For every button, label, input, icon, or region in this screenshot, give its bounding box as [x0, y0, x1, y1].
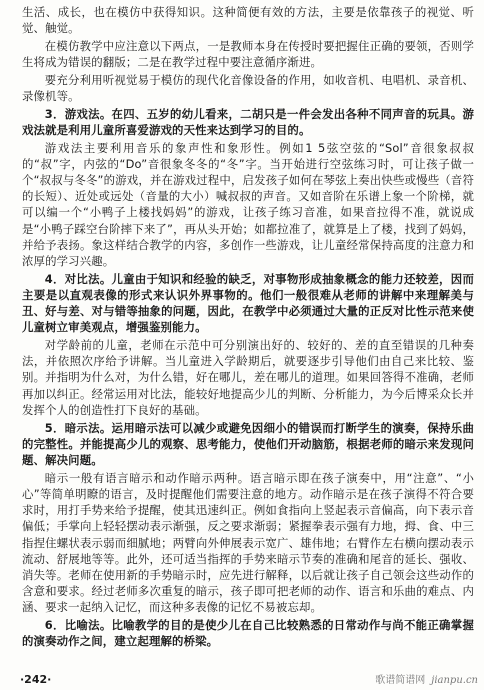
site-watermark — [375, 671, 478, 686]
paragraph: 暗示一般有语言暗示和动作暗示两种。语言暗示即在孩子演奏中，用“注意”、“小心”等简单明瞭的语言，及时提醒他们需要注意的地方。动作暗示是在孩子演得不符合要求时，用打手势来给予提醒，使其迅速纠正。例如食指向上竖起表示音偏高，向下表示音偏低；手掌向上轻轻摆动表示渐强，反之要求渐弱；紧握拳表示强有力地，拇、食、中三指捏住螺状表示弱而细腻地；两臂向外伸展表示宽广、雄伟地；右臂作左右横向摆动表示流动、舒展地等等。此外，还可适当指挥的手势来暗示节奏的准确和尾音的延长、强收、消失等。老师在使用新的手势暗示时，应先进行解释，以后就让孩子自己领会这些动作的含意和要求。经过老师多次重复的暗示，孩子即可把老师的动作、语言和乐曲的难点、内涵、要求一起纳入记忆，而这种多表像的记忆不易被忘却。 — [22, 470, 474, 615]
paragraph: 3．游戏法。在四、五岁的幼儿看来，二胡只是一件会发出各种不同声音的玩具。游戏法就是利用儿童所喜爱游戏的天性来达到学习的目的。 — [22, 106, 474, 137]
paragraph: 要充分利用听视觉易于模仿的现代化音像设备的作用，如收音机、电唱机、录音机、录像机等。 — [22, 72, 474, 104]
page-number: ·242· — [20, 673, 52, 686]
watermark-site-name: 歌谱简谱网 — [375, 675, 426, 686]
paragraph: 对学龄前的儿童，老师在示范中可分别演出好的、较好的、差的直至错误的几种奏法，并依照次序给予讲解。当儿童进入学龄期后，就要逐步引导他们由自己来比较、鉴别。并指明为什么对，为什么错，好在哪儿，差在哪儿的道理。如果回答得不准确，老师再加以纠正。经常运用对比法，能较好地提高少儿的判断、分析能力，为今后博采众长并发挥个人的创造性打下良好的基础。 — [22, 338, 474, 417]
paragraph: 5．暗示法。运用暗示法可以减少或避免因细小的错误而打断学生的演奏，保持乐曲的完整性。并能提高少儿的观察、思考能力，使他们开动脑筋，根据老师的暗示来发现问题、解决问题。 — [22, 420, 474, 467]
paragraph: 6．比喻法。比喻教学的目的是使少儿在自己比较熟悉的日常动作与尚不能正确掌握的演奏动作之间，建立起理解的桥梁。 — [22, 618, 474, 649]
paragraph: 游戏法主要利用音乐的象声性和象形性。例如1 5弦空弦的“Sol”音很象叔叔的“叔”字，内弦的“Do”音很象冬冬的“冬”字。当开始进行空弦练习时，可让孩子做一个“叔叔与冬冬”的游戏，并在游戏过程中，启发孩子如何在琴弦上奏出快些或慢些（音符的长短）、近处或远处（音量的大小）喊叔叔的声音。又如音阶在乐谱上象一个阶梯，就可以编一个“小鸭子上楼找妈妈”的游戏，让孩子练习音准，如果音拉得不准，就说成是“小鸭子踩空台阶摔下来了”，再从头开始；如都拉准了，就算是上了楼，找到了妈妈，并给予表扬。象这样结合教学的内容，多创作一些游戏，让儿童经常保持高度的注意力和浓厚的学习兴趣。 — [22, 140, 474, 269]
watermark-url: jianpu.cn — [431, 675, 478, 686]
paragraph: 生活、成长，也在模仿中获得知识。这种简便有效的方法，主要是依靠孩子的视觉、听觉、触觉。 — [22, 5, 474, 36]
body-text — [22, 4, 474, 649]
paragraph: 4．对比法。儿童由于知识和经验的缺乏，对事物形成抽象概念的能力还较差，因而主要是以直观表像的形式来认识外界事物的。他们一般很难从老师的讲解中来理解美与丑、好与差、对与错等抽象的问题，因此，在教学中必须通过大量的正反对比性示范来使儿童树立审美观点，增强鉴别能力。 — [22, 271, 474, 335]
paragraph: 在模仿教学中应注意以下两点，一是教师本身在传授时要把握住正确的要领，否则学生将成为错误的翻版；二是在教学过程中要注意循序渐进。 — [22, 38, 474, 70]
